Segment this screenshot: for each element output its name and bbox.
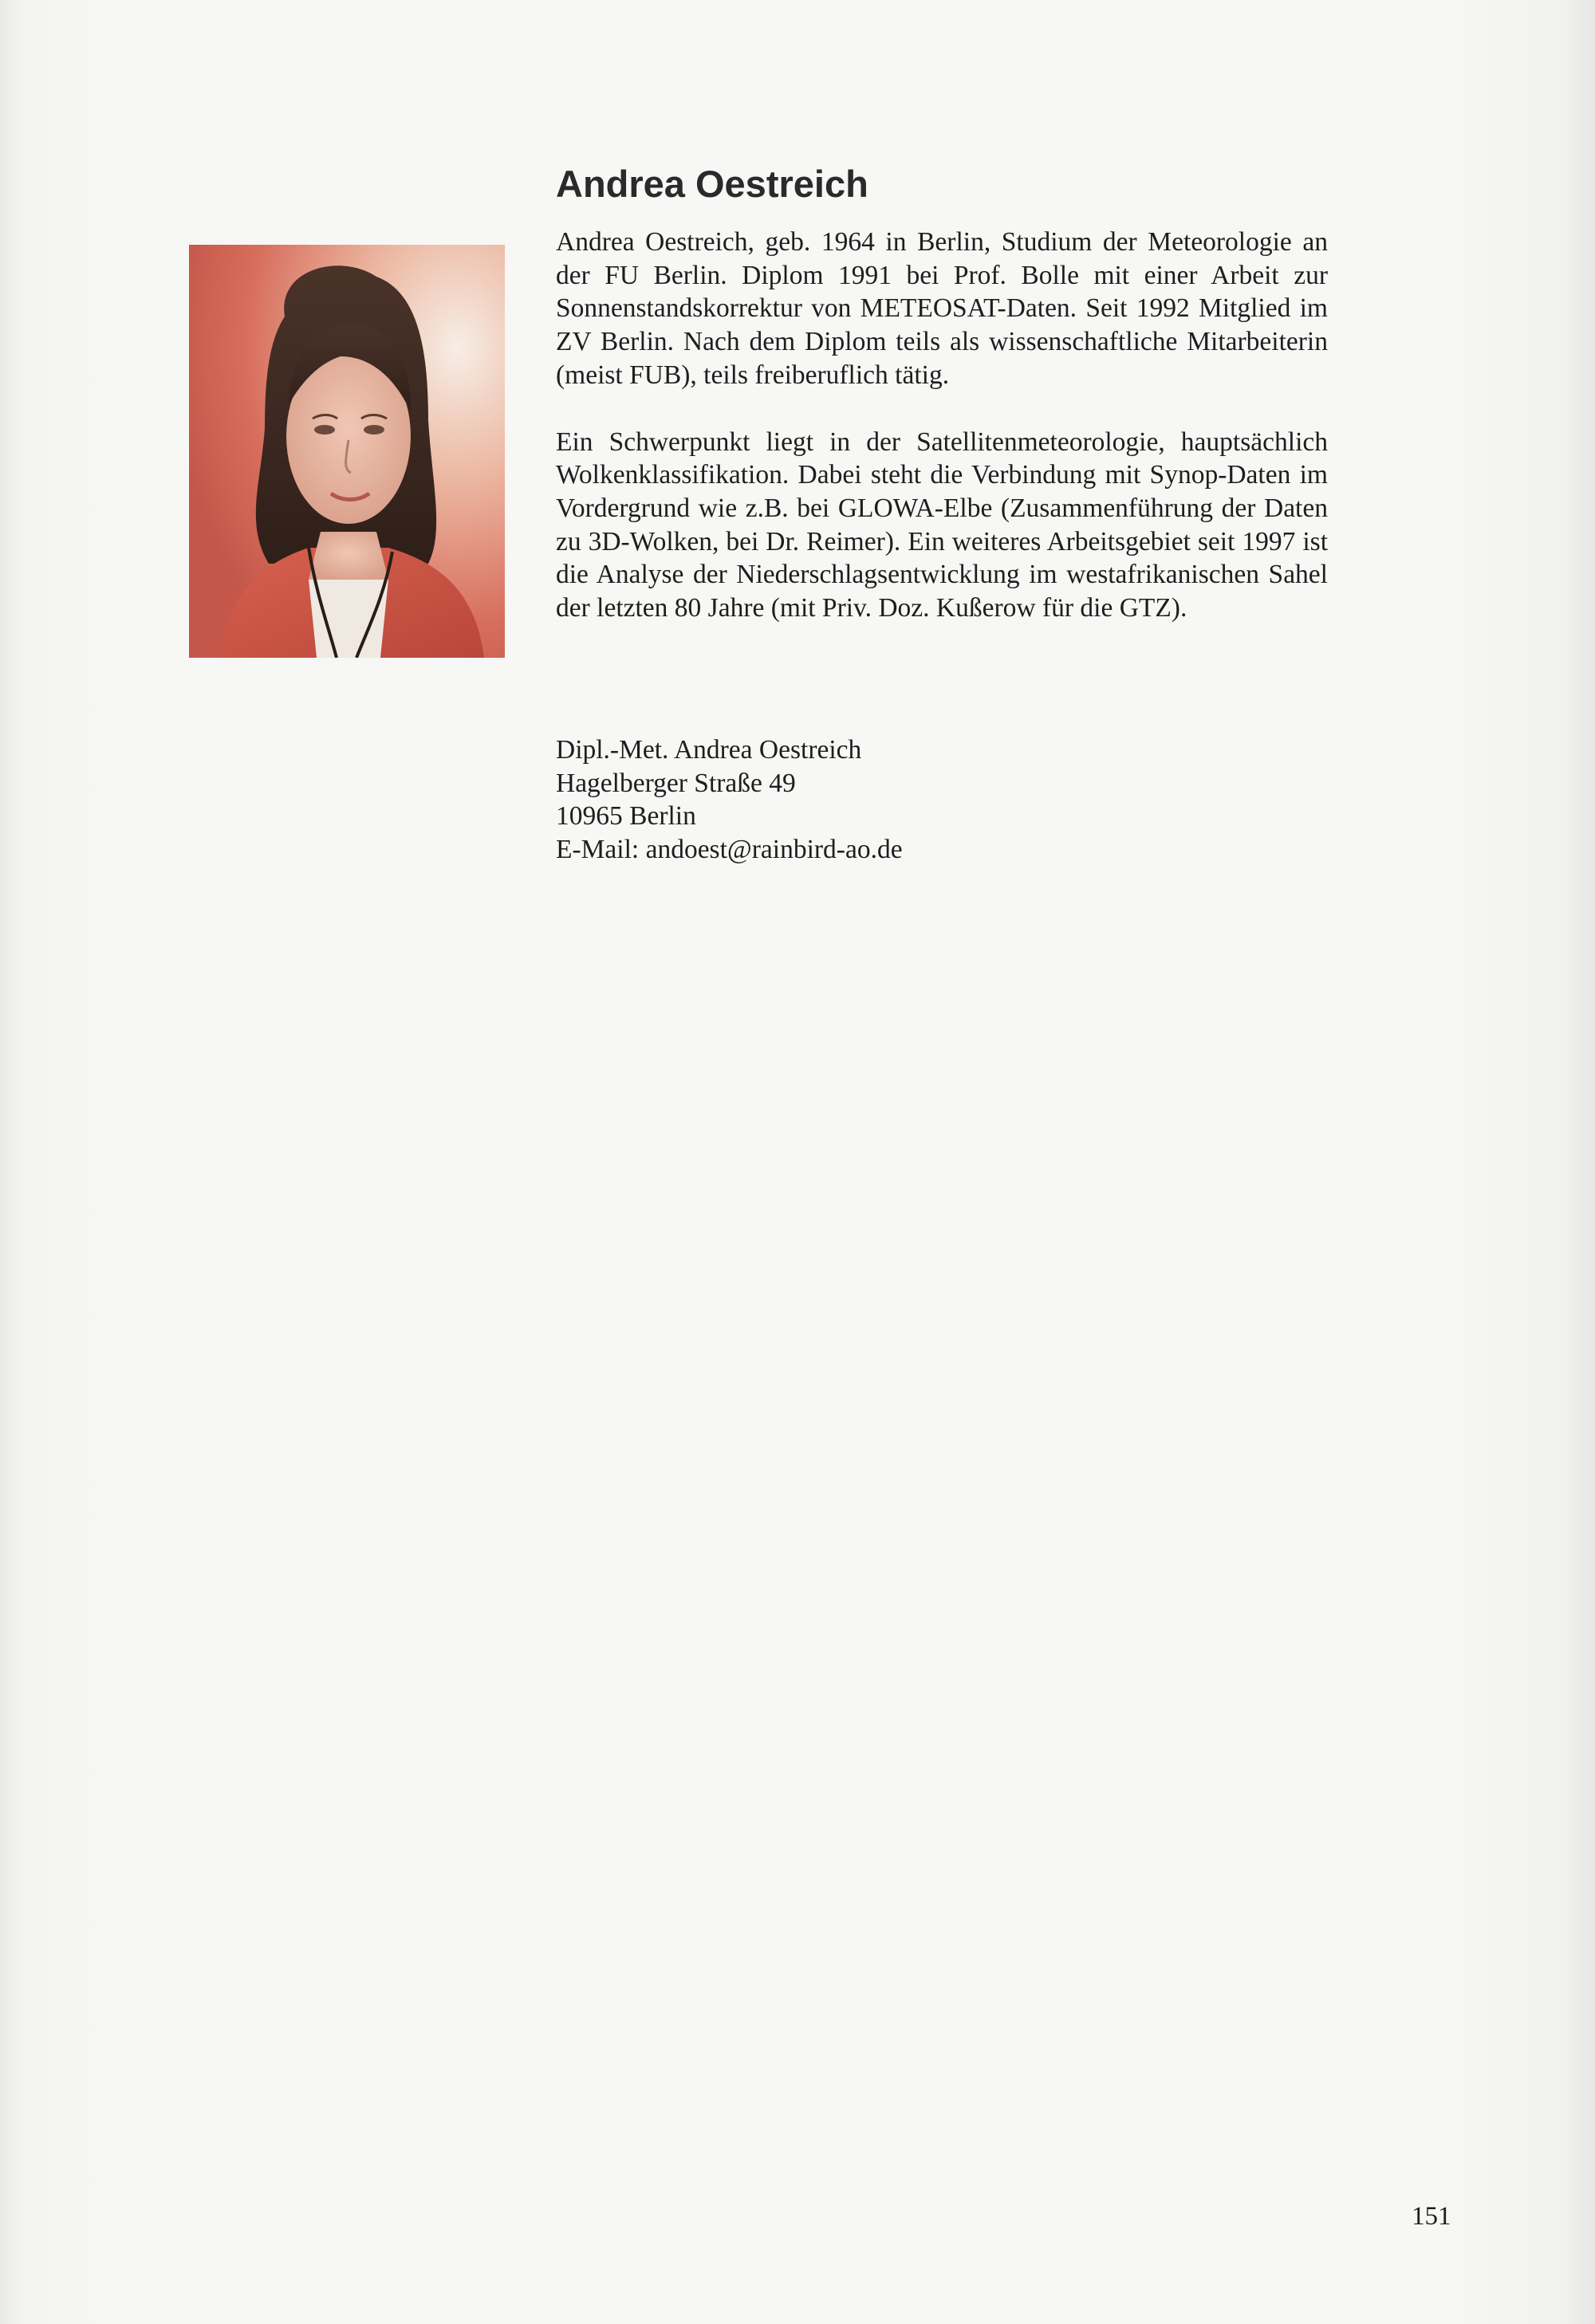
contact-address xyxy=(556,733,903,867)
address-street: Hagelberger Straße 49 xyxy=(556,768,796,798)
address-email: E-Mail: andoest@rainbird-ao.de xyxy=(556,835,903,865)
portrait-photo xyxy=(189,245,505,658)
page-title: Andrea Oestreich xyxy=(556,163,868,205)
biography-paragraph-2: Ein Schwerpunkt liegt in der Satellitenmeteorologie, hauptsächlich Wolkenklassifikation. Dabei steht die Verbindung mit Synop-Daten im Vordergrund wie z.B. bei GLOWA-Elbe (Zusammenführung der Daten zu 3D-Wolken, bei Dr. Reimer). Ein weiteres Arbeitsgebiet seit 1997 ist die Analyse der Niederschlagsentwicklung im westafrikanischen Sahel der letzten 80 Jahre (mit Priv. Doz. Kußerow für die GTZ). xyxy=(556,427,1328,623)
biography-paragraph-1: Andrea Oestreich, geb. 1964 in Berlin, Studium der Meteorologie an der FU Berlin. Diplom 1991 bei Prof. Bolle mit einer Arbeit zur Sonnenstandskorrektur von METEOSAT-Daten. Seit 1992 Mitglied im ZV Berlin. Nach dem Diplom teils als wissenschaftliche Mitarbeiterin (meist FUB), teils freiberuflich tätig. xyxy=(556,227,1328,390)
biography-text xyxy=(556,226,1328,625)
page-number: 151 xyxy=(1412,2202,1451,2231)
portrait-photo-icon xyxy=(189,245,505,658)
address-name: Dipl.-Met. Andrea Oestreich xyxy=(556,735,862,765)
address-city: 10965 Berlin xyxy=(556,801,696,832)
